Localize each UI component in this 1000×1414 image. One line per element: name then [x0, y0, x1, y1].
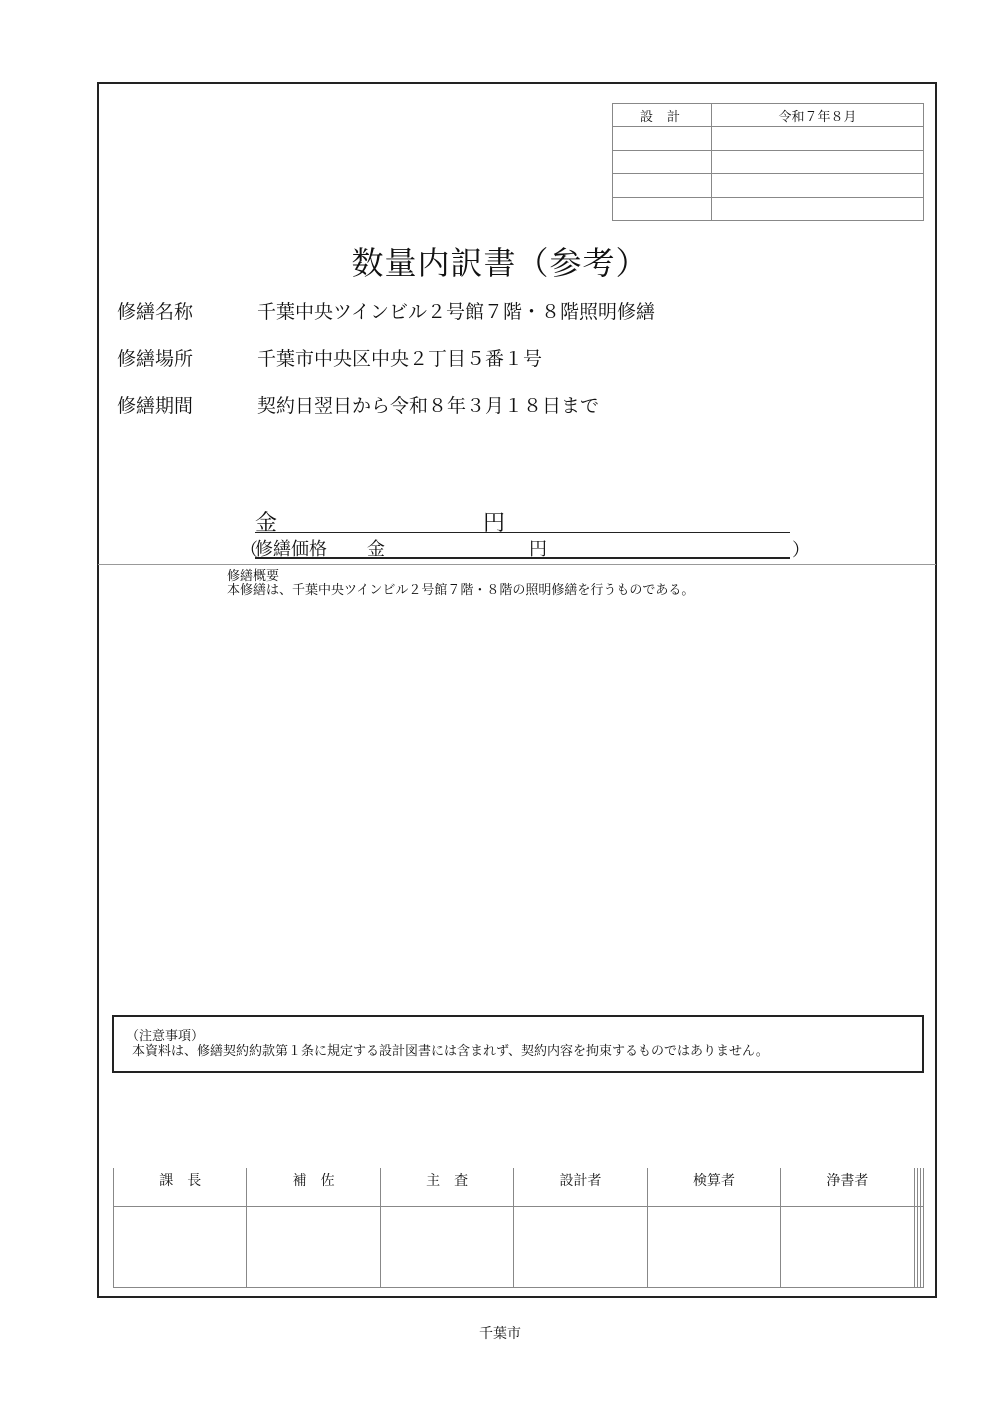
stamp-header [920, 1168, 923, 1207]
overview-heading: 修繕概要 [227, 569, 280, 584]
stamp-header: 検算者 [647, 1168, 780, 1207]
info-value: 契約日翌日から令和８年３月１８日まで [257, 395, 600, 417]
stamp-header: 課 長 [114, 1168, 247, 1207]
design-cell [613, 197, 712, 220]
notes-text: 本資料は、修繕契約約款第１条に規定する設計図書には含まれず、契約内容を拘束するものではありません。 [132, 1044, 769, 1059]
stamp-cell [514, 1207, 647, 1288]
design-date: 令和７年８月 [712, 104, 924, 127]
info-key: 修繕期間 [117, 395, 194, 417]
price-close-paren: ） [792, 540, 810, 561]
amount-yen: 円 [483, 511, 506, 536]
stamp-cell [920, 1207, 923, 1288]
price-open-paren: （ [240, 540, 258, 561]
notes-heading: （注意事項） [126, 1029, 205, 1044]
design-cell [613, 150, 712, 173]
design-cell [712, 150, 924, 173]
stamp-cell [380, 1207, 513, 1288]
price-line [255, 535, 790, 559]
overview-text: 本修繕は、千葉中央ツインビル２号館７階・８階の照明修繕を行うものである。 [227, 583, 695, 598]
design-info-table [612, 103, 924, 221]
stamp-header: 補 佐 [247, 1168, 380, 1207]
design-cell [613, 127, 712, 150]
design-cell [613, 174, 712, 197]
info-row-name [117, 297, 655, 324]
info-row-location [117, 344, 542, 371]
footer-city: 千葉市 [479, 1326, 521, 1342]
stamp-cell [781, 1207, 914, 1288]
design-cell [712, 197, 924, 220]
info-value: 千葉中央ツインビル２号館７階・８階照明修繕 [257, 301, 656, 323]
price-yen: 円 [529, 539, 547, 560]
stamp-header: 主 査 [380, 1168, 513, 1207]
approval-stamp-table [113, 1168, 924, 1288]
info-row-period [117, 391, 599, 418]
design-label: 設計 [613, 104, 712, 127]
stamp-cell [647, 1207, 780, 1288]
amount-kin: 金 [255, 511, 278, 536]
stamp-cell [114, 1207, 247, 1288]
stamp-header: 設計者 [514, 1168, 647, 1207]
stamp-header: 浄書者 [781, 1168, 914, 1207]
overview-section [227, 570, 694, 598]
amount-line [255, 506, 790, 536]
info-key: 修繕名称 [117, 301, 194, 323]
info-value: 千葉市中央区中央２丁目５番１号 [257, 348, 543, 370]
document-title: 数量内訳書（参考） [351, 244, 649, 282]
price-kin: 金 [367, 539, 385, 560]
notes-box [112, 1015, 924, 1073]
stamp-cell [247, 1207, 380, 1288]
section-divider [98, 564, 936, 565]
info-key: 修繕場所 [117, 348, 194, 370]
price-label: 修繕価格 [255, 539, 327, 560]
design-cell [712, 127, 924, 150]
design-cell [712, 174, 924, 197]
